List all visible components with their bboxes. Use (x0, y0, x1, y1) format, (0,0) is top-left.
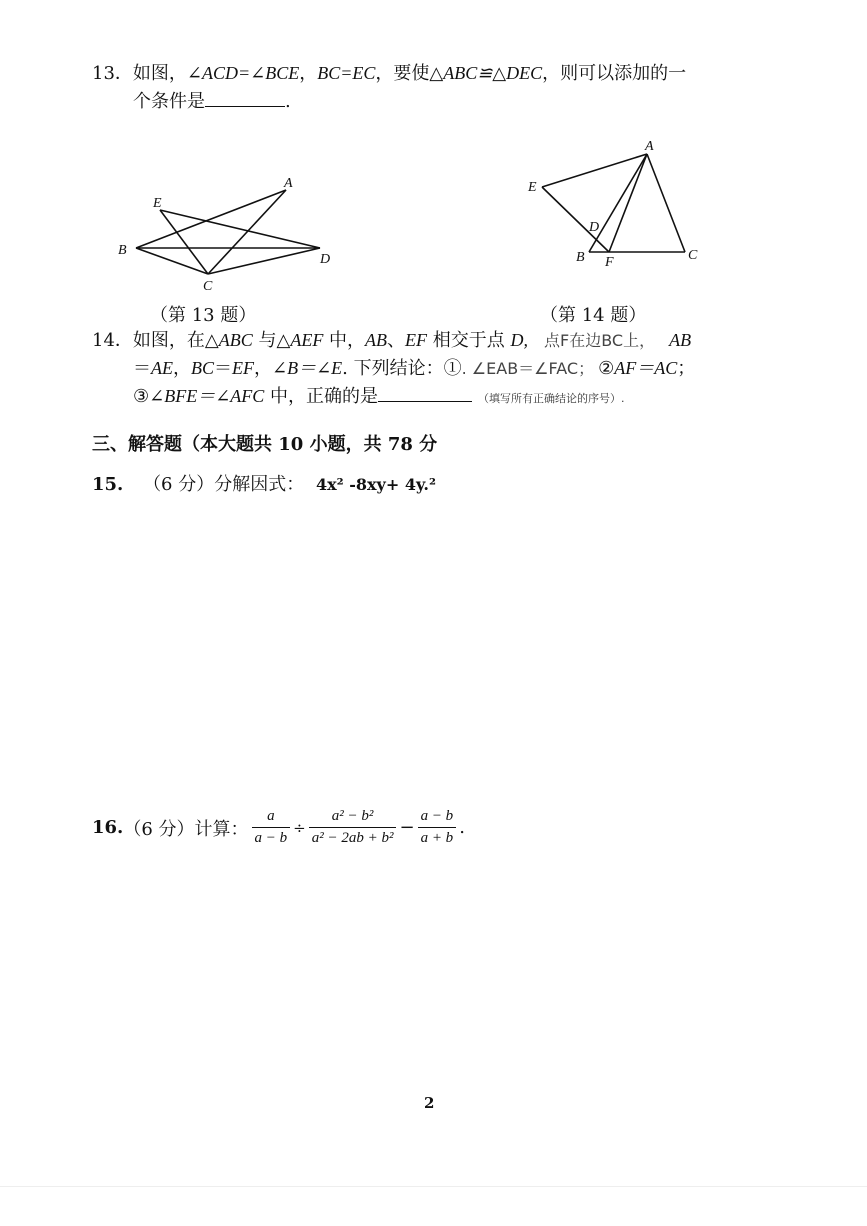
fig14-label-d: D (589, 220, 600, 235)
section-3-title: 三、解答题（本大题共 10 小题，共 78 分 (92, 434, 438, 455)
fig14-label-a: A (645, 139, 654, 154)
fig14-label-e: E (528, 180, 537, 195)
fig13-segment-bc (136, 248, 208, 274)
q13-number: 13． (92, 63, 133, 84)
q13-condition-angle: ∠ACD=∠BCE (186, 63, 300, 83)
q16-fraction-1: $\frac{a}{a - b}$ (252, 808, 291, 847)
q16-number: 16. (92, 817, 124, 838)
q14-line-1: 14．如图，在△ABC 与△AEF 中，AB、EF 相交于点 D, 点F在边BC上， AB (92, 330, 692, 351)
fig13-label-c: C (203, 279, 213, 294)
q15-expression: 4x² -8xy+ 4y.² (315, 475, 436, 494)
fig13-segment-ca (208, 190, 286, 274)
q14-conclusion-1: . ∠EAB＝∠FAC； (461, 359, 595, 378)
q13-condition-side: BC=EC (317, 63, 376, 83)
q16-fraction-3: $\frac{a - b}{a + b}$ (418, 808, 457, 847)
fig14-caption: （第 14 题） (540, 305, 647, 326)
fig14-label-b: B (576, 250, 585, 265)
fig13-segment-cd (208, 248, 320, 274)
q14-answer-blank[interactable] (378, 383, 472, 402)
fig13-label-d: D (320, 252, 331, 267)
q14-number: 14． (92, 330, 133, 351)
fig13-label-a: A (284, 176, 293, 191)
q14-conclusion-2: AF＝AC (614, 358, 678, 378)
q14-conclusion-3: ∠BFE＝∠AFC (149, 386, 265, 406)
q13-line-1: 13．如图，∠ACD=∠BCE，BC=EC，要使△ABC≌△DEC，则可以添加的一 (92, 63, 687, 84)
fig14-label-c: C (688, 248, 698, 263)
fig13-label-e: E (153, 196, 162, 211)
q13-congruence: △ABC≌△DEC (429, 63, 543, 83)
page-number: 2 (424, 1094, 435, 1112)
q14-line-3: ③∠BFE＝∠AFC 中，正确的是 （填写所有正确结论的序号）. (133, 383, 625, 412)
q13-answer-blank[interactable] (205, 88, 285, 107)
fig14-label-f: F (605, 255, 614, 270)
q14-line-2: ＝AE，BC＝EF，∠B＝∠E. 下列结论：①. ∠EAB＝∠FAC； ②AF＝AC； (133, 358, 696, 379)
fig13-label-b: B (118, 243, 127, 258)
q16-fraction-2: $\frac{\text{a² − b²}}{\text{a² − 2ab + b²}}$ (309, 808, 397, 847)
fig14-segment-ac (647, 154, 685, 252)
figure-13 (110, 170, 350, 300)
q15-line: 15. （6 分）分解因式： 4x² -8xy+ 4y.² (92, 474, 436, 495)
q13-line-2: 个条件是 . (133, 88, 291, 115)
figure-14 (520, 135, 720, 275)
q15-number: 15. (92, 474, 124, 495)
q16-line: 16. （6 分） 计算： $\frac{a}{a - b}$ ÷ $\frac{\text{a² − b²}}{\text{a² − 2ab + b²}}$ − $\frac{a - b}{a + b}$ . (92, 808, 465, 846)
fig13-caption: （第 13 题） (150, 305, 257, 326)
fig14-segment-af (609, 154, 647, 252)
page-bottom-divider (0, 1186, 867, 1187)
q14-answer-hint: （填写所有正确结论的序号）. (478, 392, 625, 405)
